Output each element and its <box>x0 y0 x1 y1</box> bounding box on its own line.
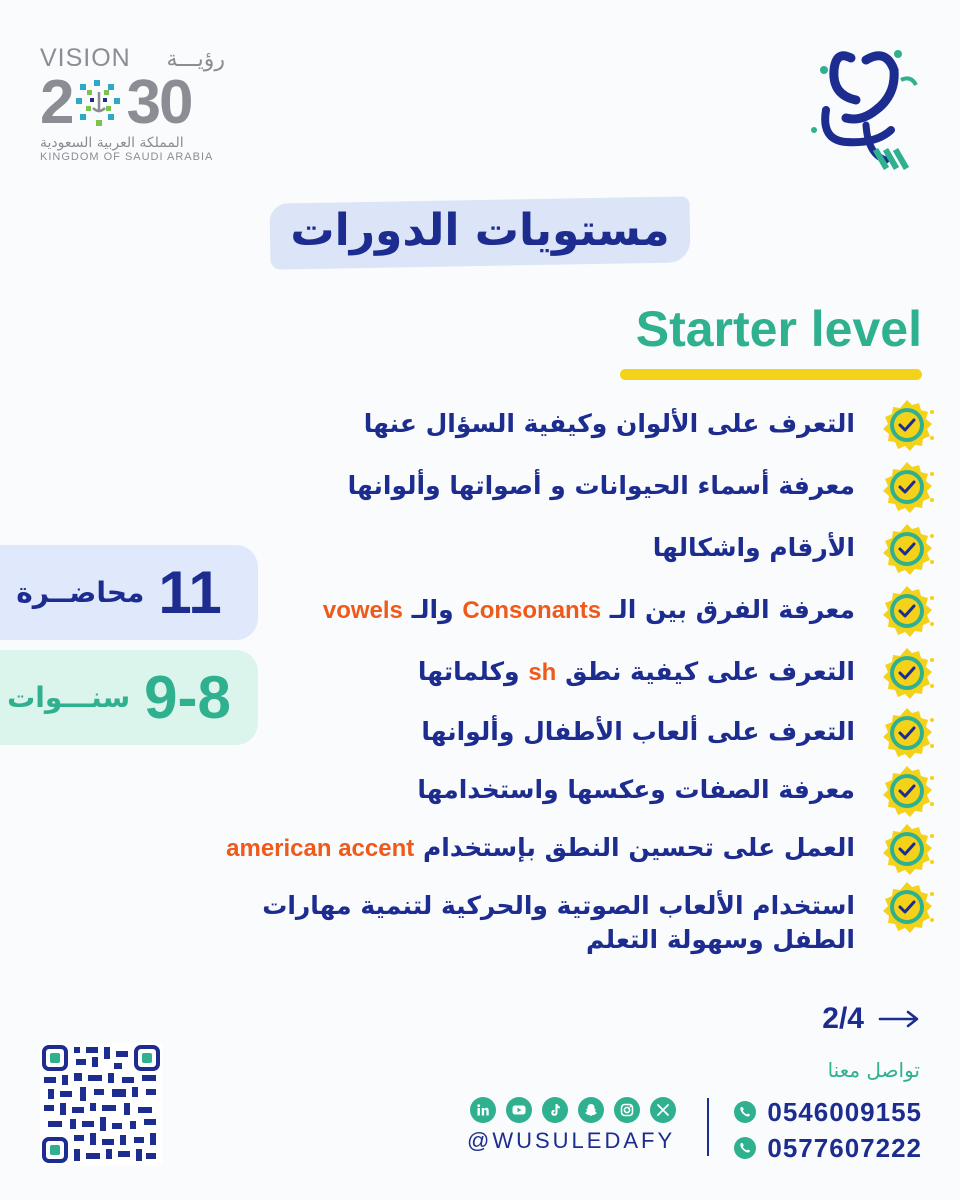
item-english-term: american accent <box>226 835 415 862</box>
ages-panel <box>0 650 258 745</box>
item-text: الأرقام واشكالها <box>652 533 855 562</box>
item-text: التعرف على ألعاب الأطفال وألوانها <box>421 717 855 746</box>
list-item <box>323 584 935 640</box>
vision-word-ar: رؤيـــة <box>166 45 225 71</box>
item-text-line: الطفل وسهولة التعلم <box>586 925 855 954</box>
wusul-logo-icon <box>806 40 926 175</box>
item-text <box>418 655 855 690</box>
check-badge-icon <box>879 706 935 762</box>
list-item <box>262 880 935 957</box>
item-text: معرفة الصفات وعكسها واستخدامها <box>417 775 855 804</box>
check-badge-icon <box>879 522 935 578</box>
item-text <box>262 889 855 957</box>
whatsapp-icon <box>733 1100 757 1124</box>
item-text-part: معرفة الفرق بين الـ <box>609 595 855 624</box>
qr-code-icon[interactable] <box>40 1043 162 1165</box>
phone-row[interactable] <box>733 1130 922 1166</box>
item-text-part: التعرف على كيفية نطق <box>565 657 855 686</box>
contact-label: تواصل معنا <box>827 1058 920 1082</box>
list-item <box>417 764 935 820</box>
check-badge-icon <box>879 646 935 702</box>
title-block <box>270 192 690 272</box>
lectures-panel <box>0 545 258 640</box>
item-english-term: Consonants <box>462 597 602 624</box>
social-handle[interactable]: @WUSULEDAFY <box>467 1128 676 1153</box>
item-english-term: vowels <box>322 597 403 624</box>
kingdom-english: KINGDOM OF SAUDI ARABIA <box>40 151 214 163</box>
ages-label: سنـــوات <box>7 681 131 714</box>
whatsapp-icon <box>733 1136 757 1160</box>
item-english-term: sh <box>528 659 557 686</box>
kingdom-arabic: المملكة العربية السعودية <box>40 135 184 151</box>
check-badge-icon <box>879 764 935 820</box>
level-heading: Starter level <box>635 301 922 357</box>
arrow-right-icon[interactable] <box>878 1009 920 1029</box>
check-badge-icon <box>879 880 935 936</box>
list-item <box>418 646 935 702</box>
list-item <box>653 522 935 578</box>
contact-divider <box>707 1098 709 1156</box>
list-item <box>348 460 935 516</box>
tiktok-icon[interactable] <box>542 1097 568 1123</box>
item-text-part: العمل على تحسين النطق بإستخدام <box>422 833 855 862</box>
list-item <box>364 398 935 454</box>
page-title: مستويات الدورات <box>290 205 670 256</box>
vision-year-left: 2 <box>40 68 73 137</box>
lectures-count: 11 <box>158 558 222 626</box>
vision-2030-logo <box>40 44 225 169</box>
list-item <box>226 822 935 878</box>
social-icons <box>470 1097 676 1123</box>
x-icon[interactable] <box>650 1097 676 1123</box>
list-item <box>421 706 935 762</box>
item-text: معرفة أسماء الحيوانات و أصواتها وألوانها <box>347 471 855 500</box>
item-text: التعرف على الألوان وكيفية السؤال عنها <box>363 409 855 438</box>
item-text-part: والـ <box>411 595 454 624</box>
vision-word: VISION <box>40 44 131 72</box>
lectures-label: محاضــرة <box>16 576 145 609</box>
check-badge-icon <box>879 460 935 516</box>
phone-number: 0546009155 <box>767 1096 922 1127</box>
vision-year-right: 30 <box>126 68 192 137</box>
phone-list <box>733 1094 922 1166</box>
snapchat-icon[interactable] <box>578 1097 604 1123</box>
page-indicator: 2/4 <box>822 1002 864 1035</box>
youtube-icon[interactable] <box>506 1097 532 1123</box>
item-text-part: وكلماتها <box>417 657 520 686</box>
check-badge-icon <box>879 398 935 454</box>
check-badge-icon <box>879 584 935 640</box>
item-text <box>226 831 855 866</box>
level-underline <box>620 369 922 380</box>
phone-number: 0577607222 <box>767 1132 922 1163</box>
phone-row[interactable] <box>733 1094 922 1130</box>
pagination <box>822 1002 920 1036</box>
check-badge-icon <box>879 822 935 878</box>
item-text-line: استخدام الألعاب الصوتية والحركية لتنمية مهارات <box>262 891 855 920</box>
ages-range: 9-8 <box>144 663 231 731</box>
item-text <box>323 593 855 628</box>
linkedin-icon[interactable] <box>470 1097 496 1123</box>
instagram-icon[interactable] <box>614 1097 640 1123</box>
vision-emblem-icon <box>74 78 124 128</box>
